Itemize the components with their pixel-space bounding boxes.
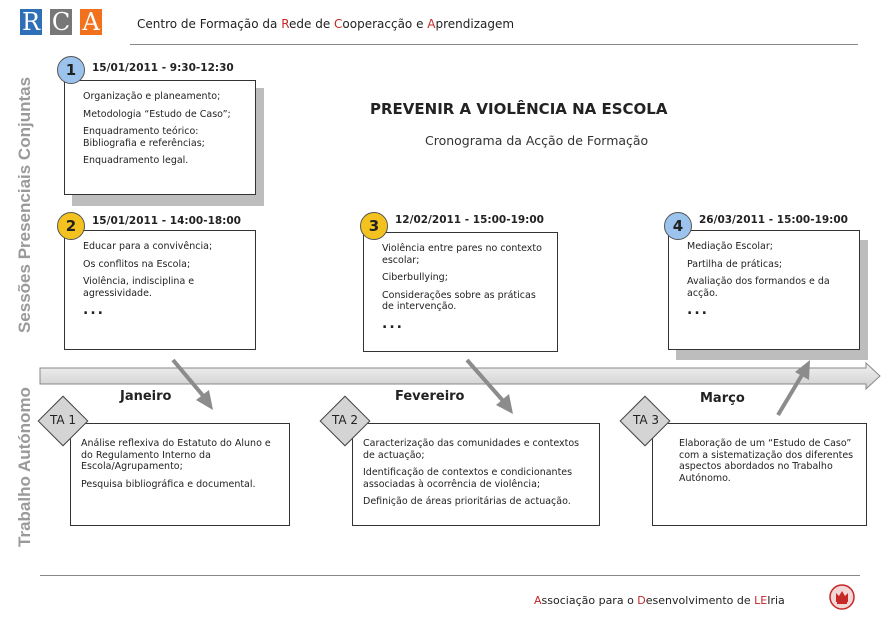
month-label: Março (700, 391, 745, 406)
session-item: Os conflitos na Escola; (83, 258, 191, 270)
side-label-autonomous: Trabalho Autónomo (15, 387, 34, 547)
header-title-part: Centro de Formação da (137, 17, 282, 31)
session-item: Mediação Escolar; (687, 241, 773, 252)
session-3-date: 12/02/2011 - 15:00-19:00 (395, 214, 544, 226)
header-title-part: ooperacção e (342, 17, 428, 31)
session-4-number-badge: 4 (664, 212, 692, 240)
header-title-initial: A (427, 17, 436, 31)
session-3-number-badge: 3 (360, 212, 388, 240)
ta-2-label: TA 2 (332, 413, 359, 427)
session-item: Educar para a convivência; (83, 241, 213, 252)
logo-letter-r: R (21, 8, 41, 36)
session-more-dots: ... (83, 302, 105, 318)
session-1-date: 15/01/2011 - 9:30-12:30 (92, 62, 234, 74)
page-subtitle: Cronograma da Acção de Formação (425, 133, 649, 148)
ta-1-label: TA 1 (50, 413, 77, 427)
adlei-emblem-icon (829, 584, 855, 610)
session-item: Enquadramento legal. (83, 155, 189, 166)
footer-part: ssociação para o (541, 594, 638, 607)
ta-item: Caracterização das comunidades e contextos de actuação; (363, 438, 580, 461)
session-item: Considerações sobre as práticas de intervenção. (382, 289, 536, 312)
footer-part: Iria (767, 594, 785, 607)
ta-item: Análise reflexiva do Estatuto do Aluno e do Regulamento Interno da Escola/Agrupamento; (81, 438, 271, 472)
side-label-sessions: Sessões Presenciais Conjuntas (15, 76, 34, 334)
ta-3-card (652, 423, 867, 526)
session-item: Avaliação dos formandos e da acção. (687, 276, 830, 299)
month-label: Janeiro (120, 389, 172, 404)
header-title-initial: R (281, 17, 289, 31)
session-1-number-badge: 1 (57, 56, 85, 84)
session-item: Metodologia “Estudo de Caso”; (83, 108, 231, 120)
session-item: Violência entre pares no contexto escolar; (382, 243, 542, 266)
session-4-date: 26/03/2011 - 15:00-19:00 (699, 214, 848, 226)
ta-3-label: TA 3 (633, 413, 660, 427)
ta-2-card (352, 423, 600, 526)
header-title-initial: C (334, 17, 343, 31)
footer-initial: D (637, 594, 646, 607)
session-2-date: 15/01/2011 - 14:00-18:00 (92, 215, 241, 227)
footer-initial: A (534, 594, 542, 607)
month-label: Fevereiro (395, 389, 465, 404)
timeline-arrow (40, 363, 880, 389)
logo-letter-c: C (51, 8, 71, 36)
footer-org-name (534, 594, 785, 607)
session-item: Partilha de práticas; (687, 258, 783, 270)
session-more-dots: ... (382, 315, 404, 332)
footer-part: esenvolvimento de (645, 594, 755, 607)
ta-1-card (70, 423, 290, 526)
logo-letter-a: A (80, 9, 102, 35)
ta-item: Identificação de contextos e condicionantes associadas à ocorrência de violência; (363, 467, 573, 490)
ta-item: Elaboração de um “Estudo de Caso” com a sistematização dos diferentes aspectos abordados no Trabalho Autónomo. (679, 438, 854, 484)
session-item: Violência, indisciplina e agressividade. (83, 276, 195, 299)
header-title-part: prendizagem (435, 17, 515, 31)
session-2-number-badge: 2 (57, 212, 85, 240)
session-more-dots: ... (687, 302, 709, 318)
ta-item: Definição de áreas prioritárias de actuação. (363, 496, 571, 507)
footer-initial: LE (754, 594, 768, 607)
header-title-part: ede de (289, 17, 335, 31)
page-title: PREVENIR A VIOLÊNCIA NA ESCOLA (370, 100, 668, 118)
footer-rule (40, 575, 860, 576)
session-item: Enquadramento teórico: Bibliografia e referências; (83, 126, 205, 149)
ta-item: Pesquisa bibliográfica e documental. (81, 478, 256, 490)
session-item: Organização e planeamento; (83, 91, 221, 102)
session-item: Ciberbullying; (382, 272, 448, 283)
